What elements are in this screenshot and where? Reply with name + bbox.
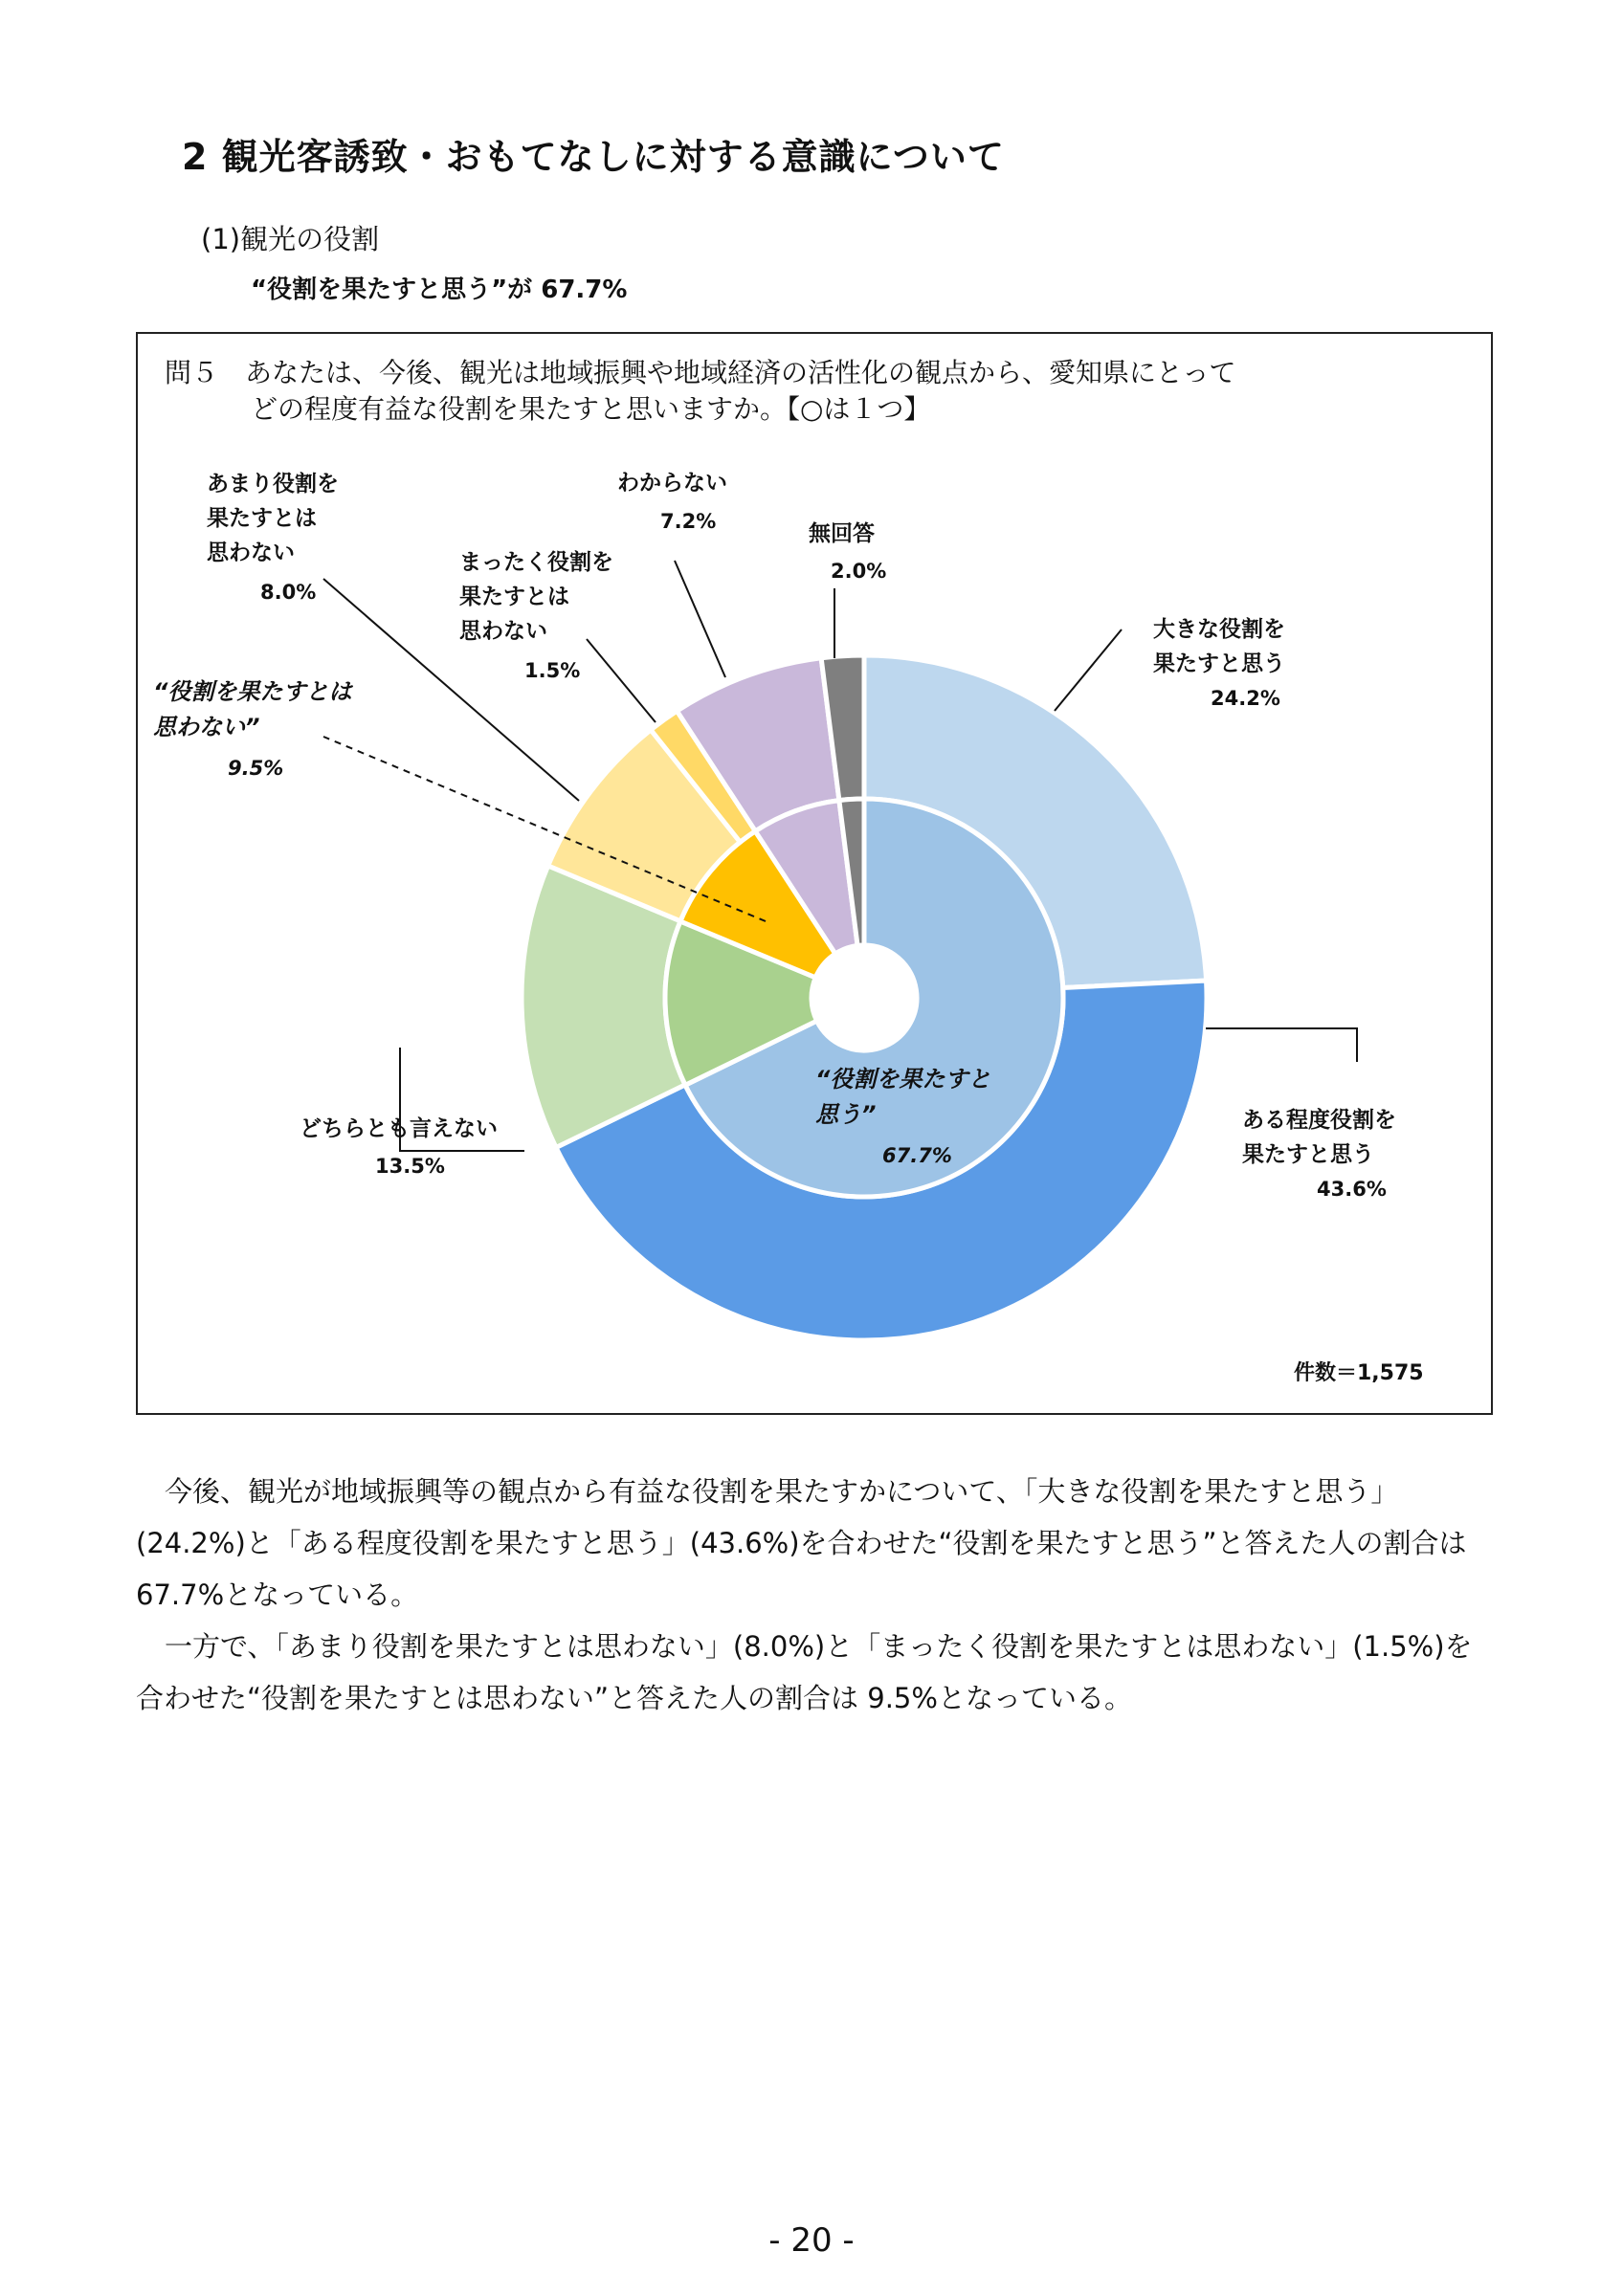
value-large-role: 24.2% xyxy=(1211,687,1280,710)
leader-line-unknown xyxy=(675,561,725,677)
sample-count: 件数＝1,575 xyxy=(1294,1361,1424,1385)
value-no-answer: 2.0% xyxy=(831,560,887,583)
subsection-heading: (1)観光の役割 xyxy=(201,223,380,255)
value-not-at-all: 1.5% xyxy=(524,659,581,682)
value-some-role: 43.6% xyxy=(1317,1178,1387,1201)
question-line-2: どの程度有益な役割を果たすと思いますか。【○は１つ】 xyxy=(251,393,931,425)
label-not-at-all: まったく役割を 果たすとは 思わない xyxy=(459,550,613,644)
label-some-role: ある程度役割を 果たすと思う xyxy=(1242,1108,1396,1167)
label-role-total: “役割を果たすと 思う” xyxy=(815,1066,991,1128)
label-large-role: 大きな役割を 果たすと思う xyxy=(1153,617,1285,676)
page-number: - 20 - xyxy=(768,2221,855,2260)
value-not-much: 8.0% xyxy=(260,581,317,604)
value-role-total: 67.7% xyxy=(882,1144,952,1167)
leader-line-not-at-all xyxy=(587,639,656,722)
leader-line-large-role xyxy=(1055,629,1122,711)
body-text xyxy=(136,1466,1493,1724)
label-neither: どちらとも言えない xyxy=(300,1116,498,1141)
headline-summary: “役割を果たすと思う”が 67.7% xyxy=(251,276,628,304)
label-no-answer: 無回答 xyxy=(809,521,875,546)
donut-hole xyxy=(812,945,917,1050)
section-heading: 2 観光客誘致・おもてなしに対する意識について xyxy=(182,136,1005,178)
value-unknown: 7.2% xyxy=(660,510,717,533)
body-paragraph-1: 今後、観光が地域振興等の観点から有益な役割を果たすかについて、「大きな役割を果たすと思う」(24.2%)と「ある程度役割を果たすと思う」(43.6%)を合わせた“役割を果たすと思う”と答えた人の割合は 67.7%となっている。 xyxy=(136,1475,1467,1611)
question-line-1: 問５ あなたは、今後、観光は地域振興や地域経済の活性化の観点から、愛知県にとって xyxy=(165,357,1236,388)
label-unknown: わからない xyxy=(617,471,727,496)
value-neither: 13.5% xyxy=(375,1155,445,1178)
value-not-role-total: 9.5% xyxy=(228,757,284,780)
label-not-role-total: “役割を果たすとは 思わない” xyxy=(153,678,352,740)
body-paragraph-2: 一方で、「あまり役割を果たすとは思わない」(8.0%)と「まったく役割を果たすとは思わない」(1.5%)を合わせた“役割を果たすとは思わない”と答えた人の割合は 9.5%となっている。 xyxy=(136,1630,1473,1714)
leader-line-some-role xyxy=(1206,1028,1357,1062)
label-not-much: あまり役割を 果たすとは 思わない xyxy=(207,472,339,565)
